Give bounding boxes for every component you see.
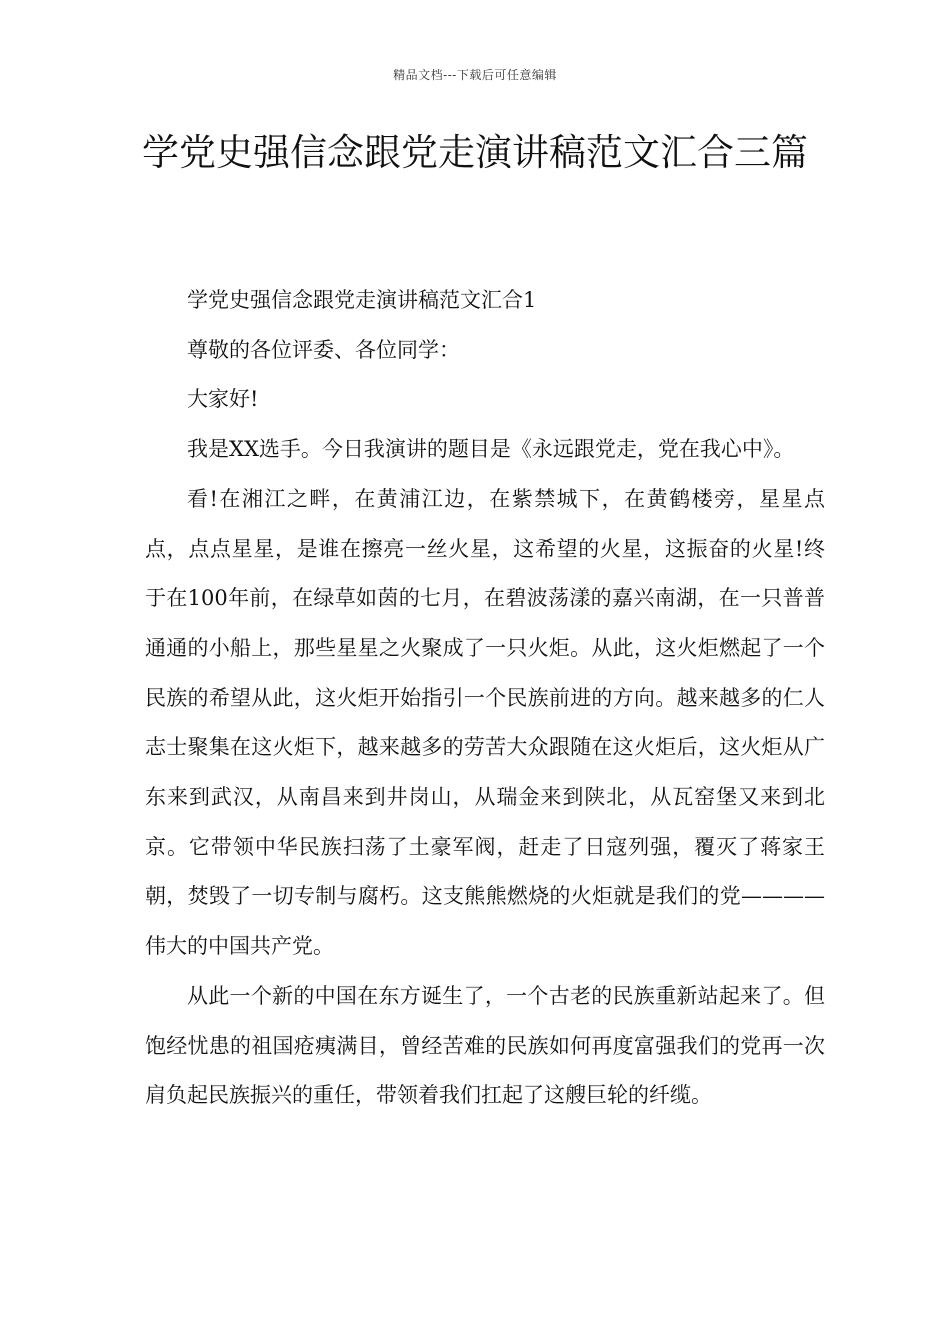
paragraph-intro: 我是XX选手。今日我演讲的题目是《永远跟党走，党在我心中》。 bbox=[187, 437, 795, 462]
document-body bbox=[145, 276, 825, 1121]
header-note: 精品文档---下载后可任意编辑 bbox=[393, 68, 557, 82]
paragraph-subtitle: 学党史强信念跟党走演讲稿范文汇合1 bbox=[187, 288, 537, 312]
paragraph-greeting: 大家好! bbox=[187, 387, 259, 412]
paragraph-body-2: 从此一个新的中国在东方诞生了，一个古老的民族重新站起来了。但饱经忧患的祖国疮痍满目，曾经苦难的民族如何再度富强我们的党再一次肩负起民族振兴的重任，带领着我们扛起了这艘巨轮的纤缆。 bbox=[145, 983, 825, 1108]
paragraph-salutation: 尊敬的各位评委、各位同学： bbox=[187, 337, 460, 362]
paragraph-body-1: 看!在湘江之畔，在黄浦江边，在紫禁城下，在黄鹤楼旁，星星点点，点点星星，是谁在擦亮一丝火星，这希望的火星，这振奋的火星!终于在100年前，在绿草如茵的七月，在碧波荡漾的嘉兴南湖，在一只普普通通的小船上，那些星星之火聚成了一只火炬。从此，这火炬燃起了一个民族的希望从此，这火炬开始指引一个民族前进的方向。越来越多的仁人志士聚集在这火炬下，越来越多的劳苦大众跟随在这火炬后，这火炬从广东来到武汉，从南昌来到井岗山，从瑞金来到陕北，从瓦窑堡又来到北京。它带领中华民族扫荡了土豪军阀，赶走了日寇列强，覆灭了蒋家王朝，焚毁了一切专制与腐朽。这支熊熊燃烧的火炬就是我们的党————伟大的中国共产党。 bbox=[145, 486, 825, 959]
document-title: 学党史强信念跟党走演讲稿范文汇合三篇 bbox=[142, 131, 808, 174]
